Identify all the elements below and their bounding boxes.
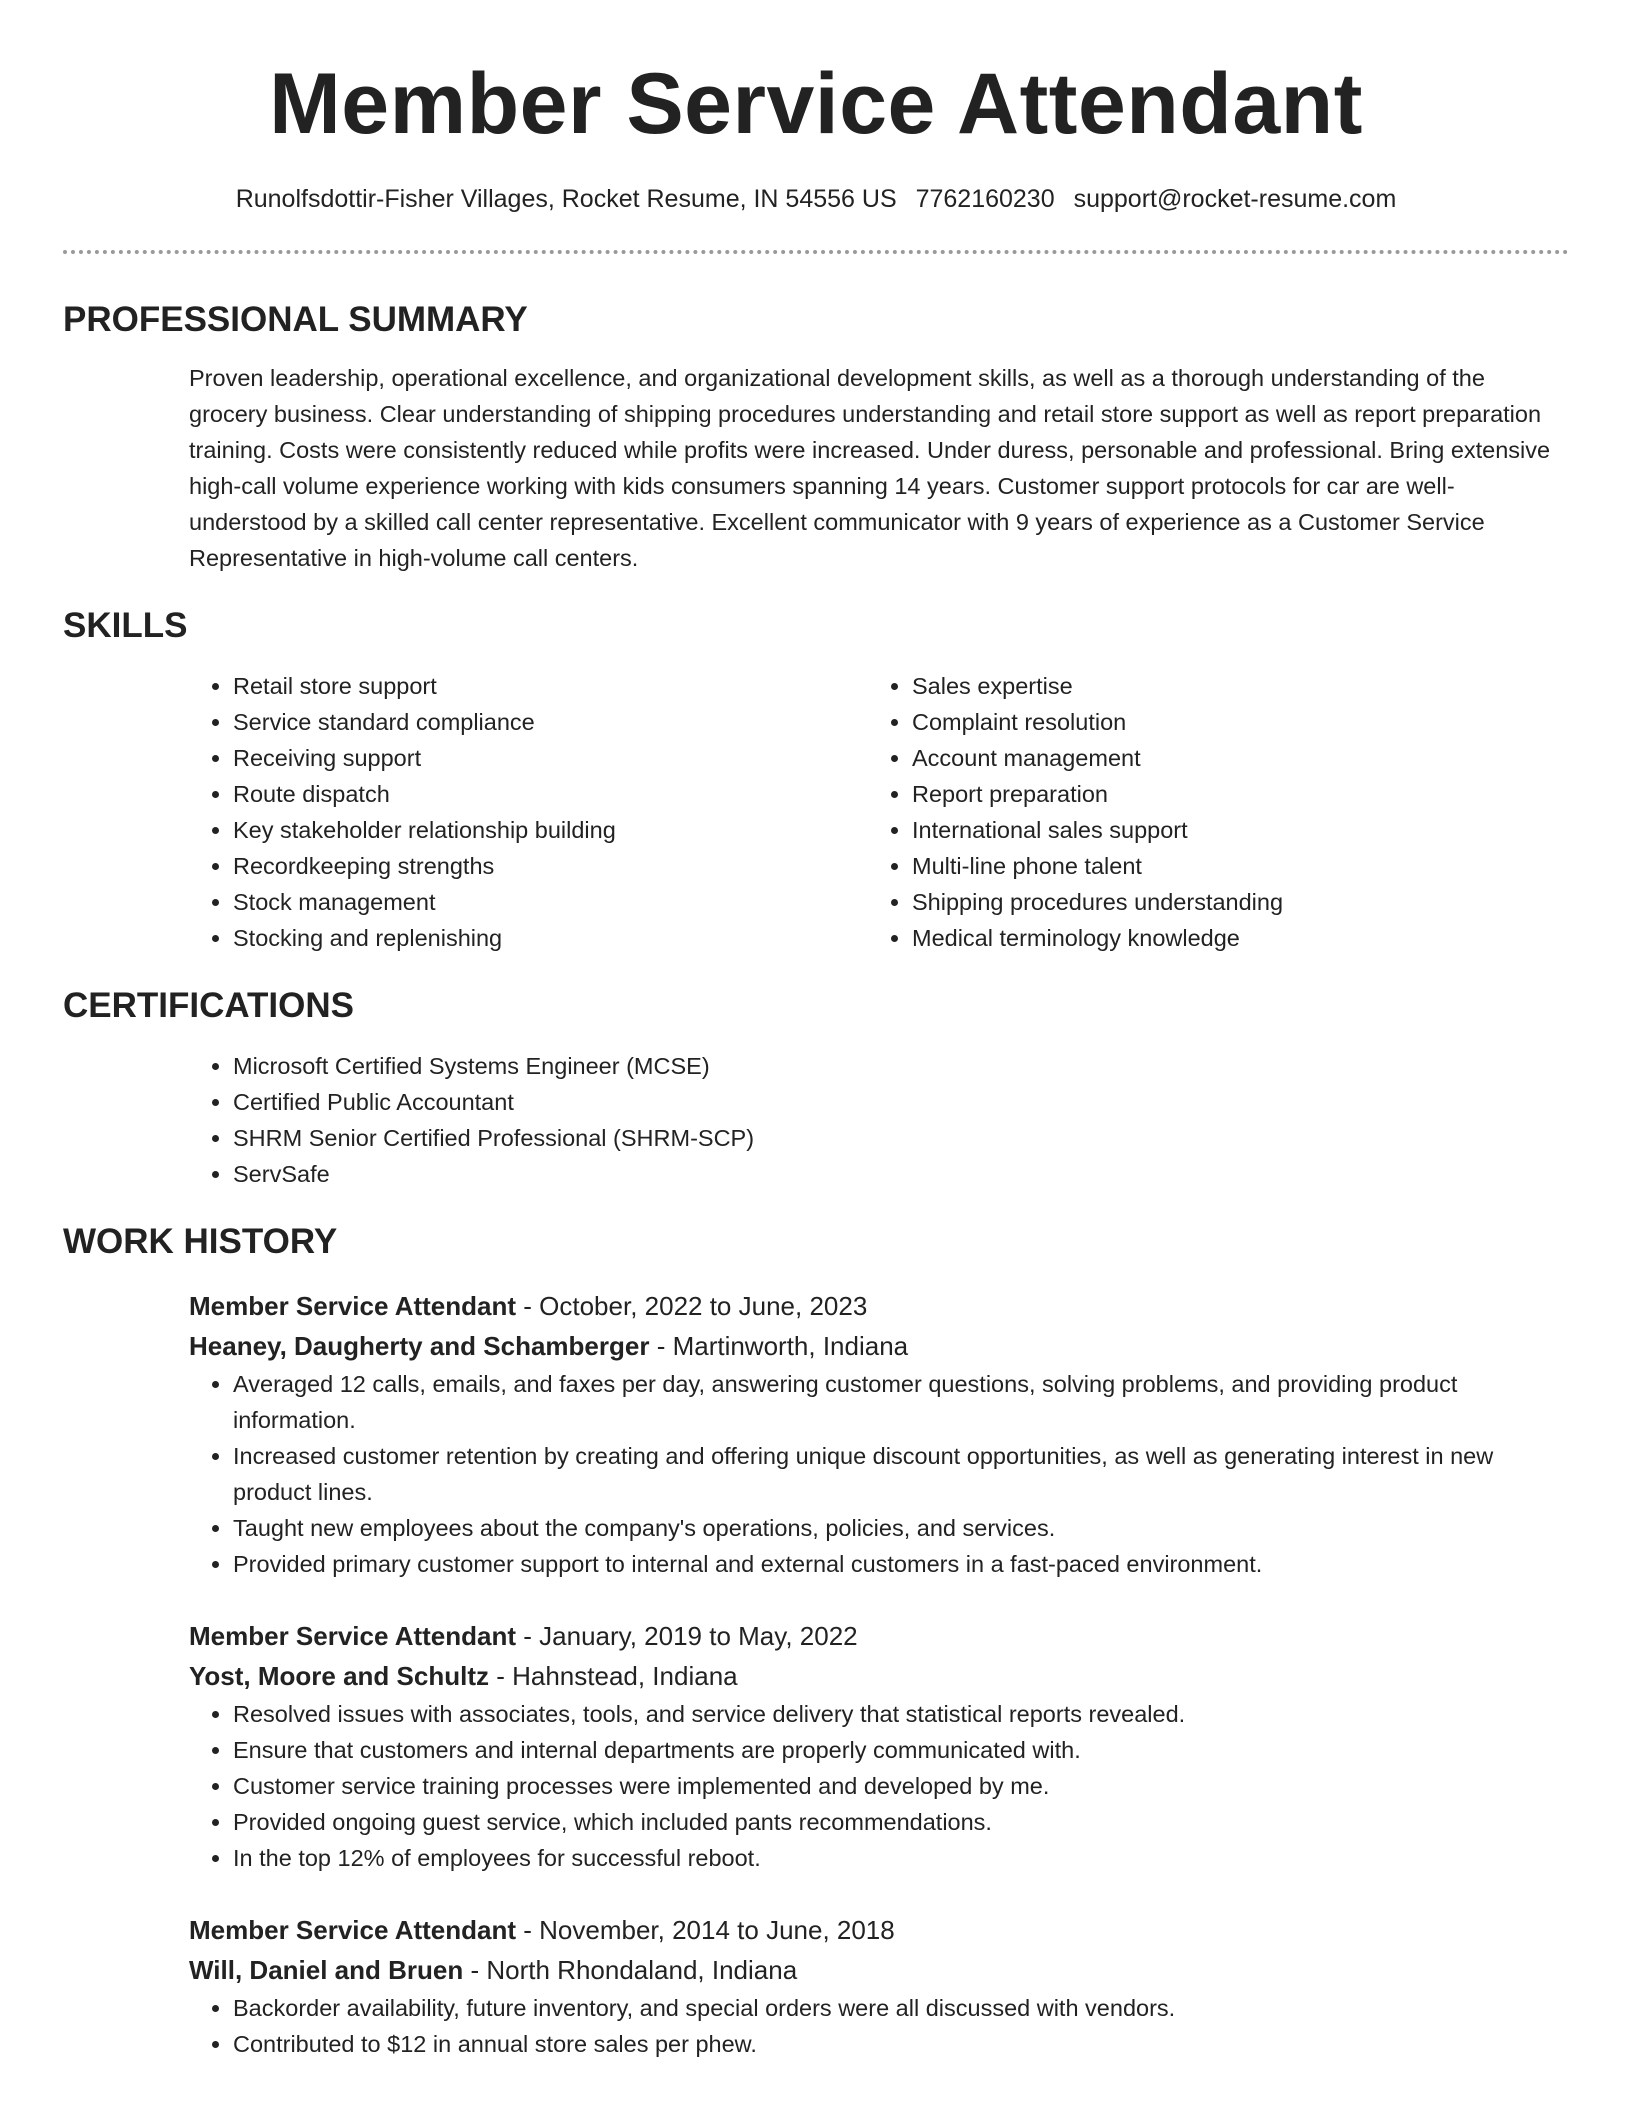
job-bullets: [189, 1696, 1569, 1876]
job-entry: [189, 1910, 1569, 2062]
job-dates: - January, 2019 to May, 2022: [523, 1621, 858, 1651]
summary-section: [63, 360, 1569, 576]
job-role: Member Service Attendant: [189, 1291, 517, 1321]
job-company: Yost, Moore and Schultz: [189, 1661, 489, 1691]
skill-item: • Recordkeeping strengths: [233, 848, 868, 884]
contact-line: [63, 182, 1569, 216]
skill-item: • Account management: [912, 740, 1547, 776]
skills-list-left: [189, 668, 868, 956]
candidate-name: Member Service Attendant: [269, 56, 1363, 152]
contact-phone: 7762160230: [915, 185, 1055, 213]
skill-item: • Service standard compliance: [233, 704, 868, 740]
skills-grid: [189, 668, 1569, 956]
certification-item: • ServSafe: [233, 1156, 1569, 1192]
work-history-section: [63, 1286, 1569, 2062]
skill-item: • Retail store support: [233, 668, 868, 704]
job-company-line: [189, 1950, 1569, 1990]
job-location: - North Rhondaland, Indiana: [470, 1955, 798, 1985]
skill-item: • Route dispatch: [233, 776, 868, 812]
certifications-section: [63, 1048, 1569, 1192]
job-bullet: • Increased customer retention by creating and offering unique discount opportunities, as well as generating interest in new product lines.: [233, 1438, 1569, 1510]
section-title-work-history: WORK HISTORY: [63, 1222, 338, 1261]
job-location: - Hahnstead, Indiana: [496, 1661, 738, 1691]
skill-item: • Multi-line phone talent: [912, 848, 1547, 884]
skills-section: [63, 668, 1569, 956]
contact-email[interactable]: support@rocket-resume.com: [1073, 185, 1397, 213]
skills-column-left: [189, 668, 868, 956]
job-bullet: • Taught new employees about the company's operations, policies, and services.: [233, 1510, 1569, 1546]
job-dates: - November, 2014 to June, 2018: [523, 1915, 895, 1945]
skill-item: • International sales support: [912, 812, 1547, 848]
summary-text: Proven leadership, operational excellence, and organizational development skills, as well as a thorough understanding of the grocery business. Clear understanding of shipping procedures understanding and retail store support as well as report preparation training. Costs were consistently reduced while profits were increased. Under duress, personable and professional. Bring extensive high-call volume experience working with kids consumers spanning 14 years. Customer support protocols for car are well-understood by a skilled call center representative. Excellent communicator with 9 years of experience as a Customer Service Representative in high-volume call centers.: [189, 365, 1551, 571]
job-bullet: • Resolved issues with associates, tools, and service delivery that statistical reports revealed.: [233, 1696, 1569, 1732]
certification-item: • SHRM Senior Certified Professional (SHRM-SCP): [233, 1120, 1569, 1156]
job-bullet: • In the top 12% of employees for successful reboot.: [233, 1840, 1569, 1876]
skill-item: • Medical terminology knowledge: [912, 920, 1547, 956]
header-divider: [63, 250, 1569, 254]
skill-item: • Complaint resolution: [912, 704, 1547, 740]
section-title-summary: PROFESSIONAL SUMMARY: [63, 300, 528, 339]
contact-address: Runolfsdottir-Fisher Villages, Rocket Resume, IN 54556 US: [235, 185, 897, 213]
job-bullet: • Contributed to $12 in annual store sales per phew.: [233, 2026, 1569, 2062]
job-entry: [189, 1286, 1569, 1582]
job-bullet: • Ensure that customers and internal departments are properly communicated with.: [233, 1732, 1569, 1768]
job-company: Heaney, Daugherty and Schamberger: [189, 1331, 650, 1361]
job-bullets: [189, 1366, 1569, 1582]
skills-list-right: [868, 668, 1547, 956]
skill-item: • Report preparation: [912, 776, 1547, 812]
job-title-line: [189, 1910, 1569, 1950]
job-location: - Martinworth, Indiana: [656, 1331, 909, 1361]
job-bullet: • Provided primary customer support to internal and external customers in a fast-paced environment.: [233, 1546, 1569, 1582]
job-bullet: • Backorder availability, future inventory, and special orders were all discussed with vendors.: [233, 1990, 1569, 2026]
skill-item: • Receiving support: [233, 740, 868, 776]
job-company: Will, Daniel and Bruen: [189, 1955, 464, 1985]
job-role: Member Service Attendant: [189, 1915, 517, 1945]
job-entry: [189, 1616, 1569, 1876]
job-title-line: [189, 1286, 1569, 1326]
resume-header: [63, 0, 1569, 216]
skill-item: • Shipping procedures understanding: [912, 884, 1547, 920]
job-company-line: [189, 1656, 1569, 1696]
certification-item: • Certified Public Accountant: [233, 1084, 1569, 1120]
section-title-skills: SKILLS: [63, 606, 188, 645]
job-company-line: [189, 1326, 1569, 1366]
skills-column-right: [868, 668, 1547, 956]
skill-item: • Stocking and replenishing: [233, 920, 868, 956]
job-bullet: • Customer service training processes were implemented and developed by me.: [233, 1768, 1569, 1804]
job-role: Member Service Attendant: [189, 1621, 517, 1651]
skill-item: • Stock management: [233, 884, 868, 920]
certifications-list: [189, 1048, 1569, 1192]
job-bullets: [189, 1990, 1569, 2062]
skill-item: • Key stakeholder relationship building: [233, 812, 868, 848]
job-dates: - October, 2022 to June, 2023: [523, 1291, 868, 1321]
job-bullet: • Averaged 12 calls, emails, and faxes per day, answering customer questions, solving problems, and providing product information.: [233, 1366, 1569, 1438]
job-title-line: [189, 1616, 1569, 1656]
job-bullet: • Provided ongoing guest service, which included pants recommendations.: [233, 1804, 1569, 1840]
skill-item: • Sales expertise: [912, 668, 1547, 704]
section-title-certifications: CERTIFICATIONS: [63, 986, 355, 1025]
certification-item: • Microsoft Certified Systems Engineer (MCSE): [233, 1048, 1569, 1084]
